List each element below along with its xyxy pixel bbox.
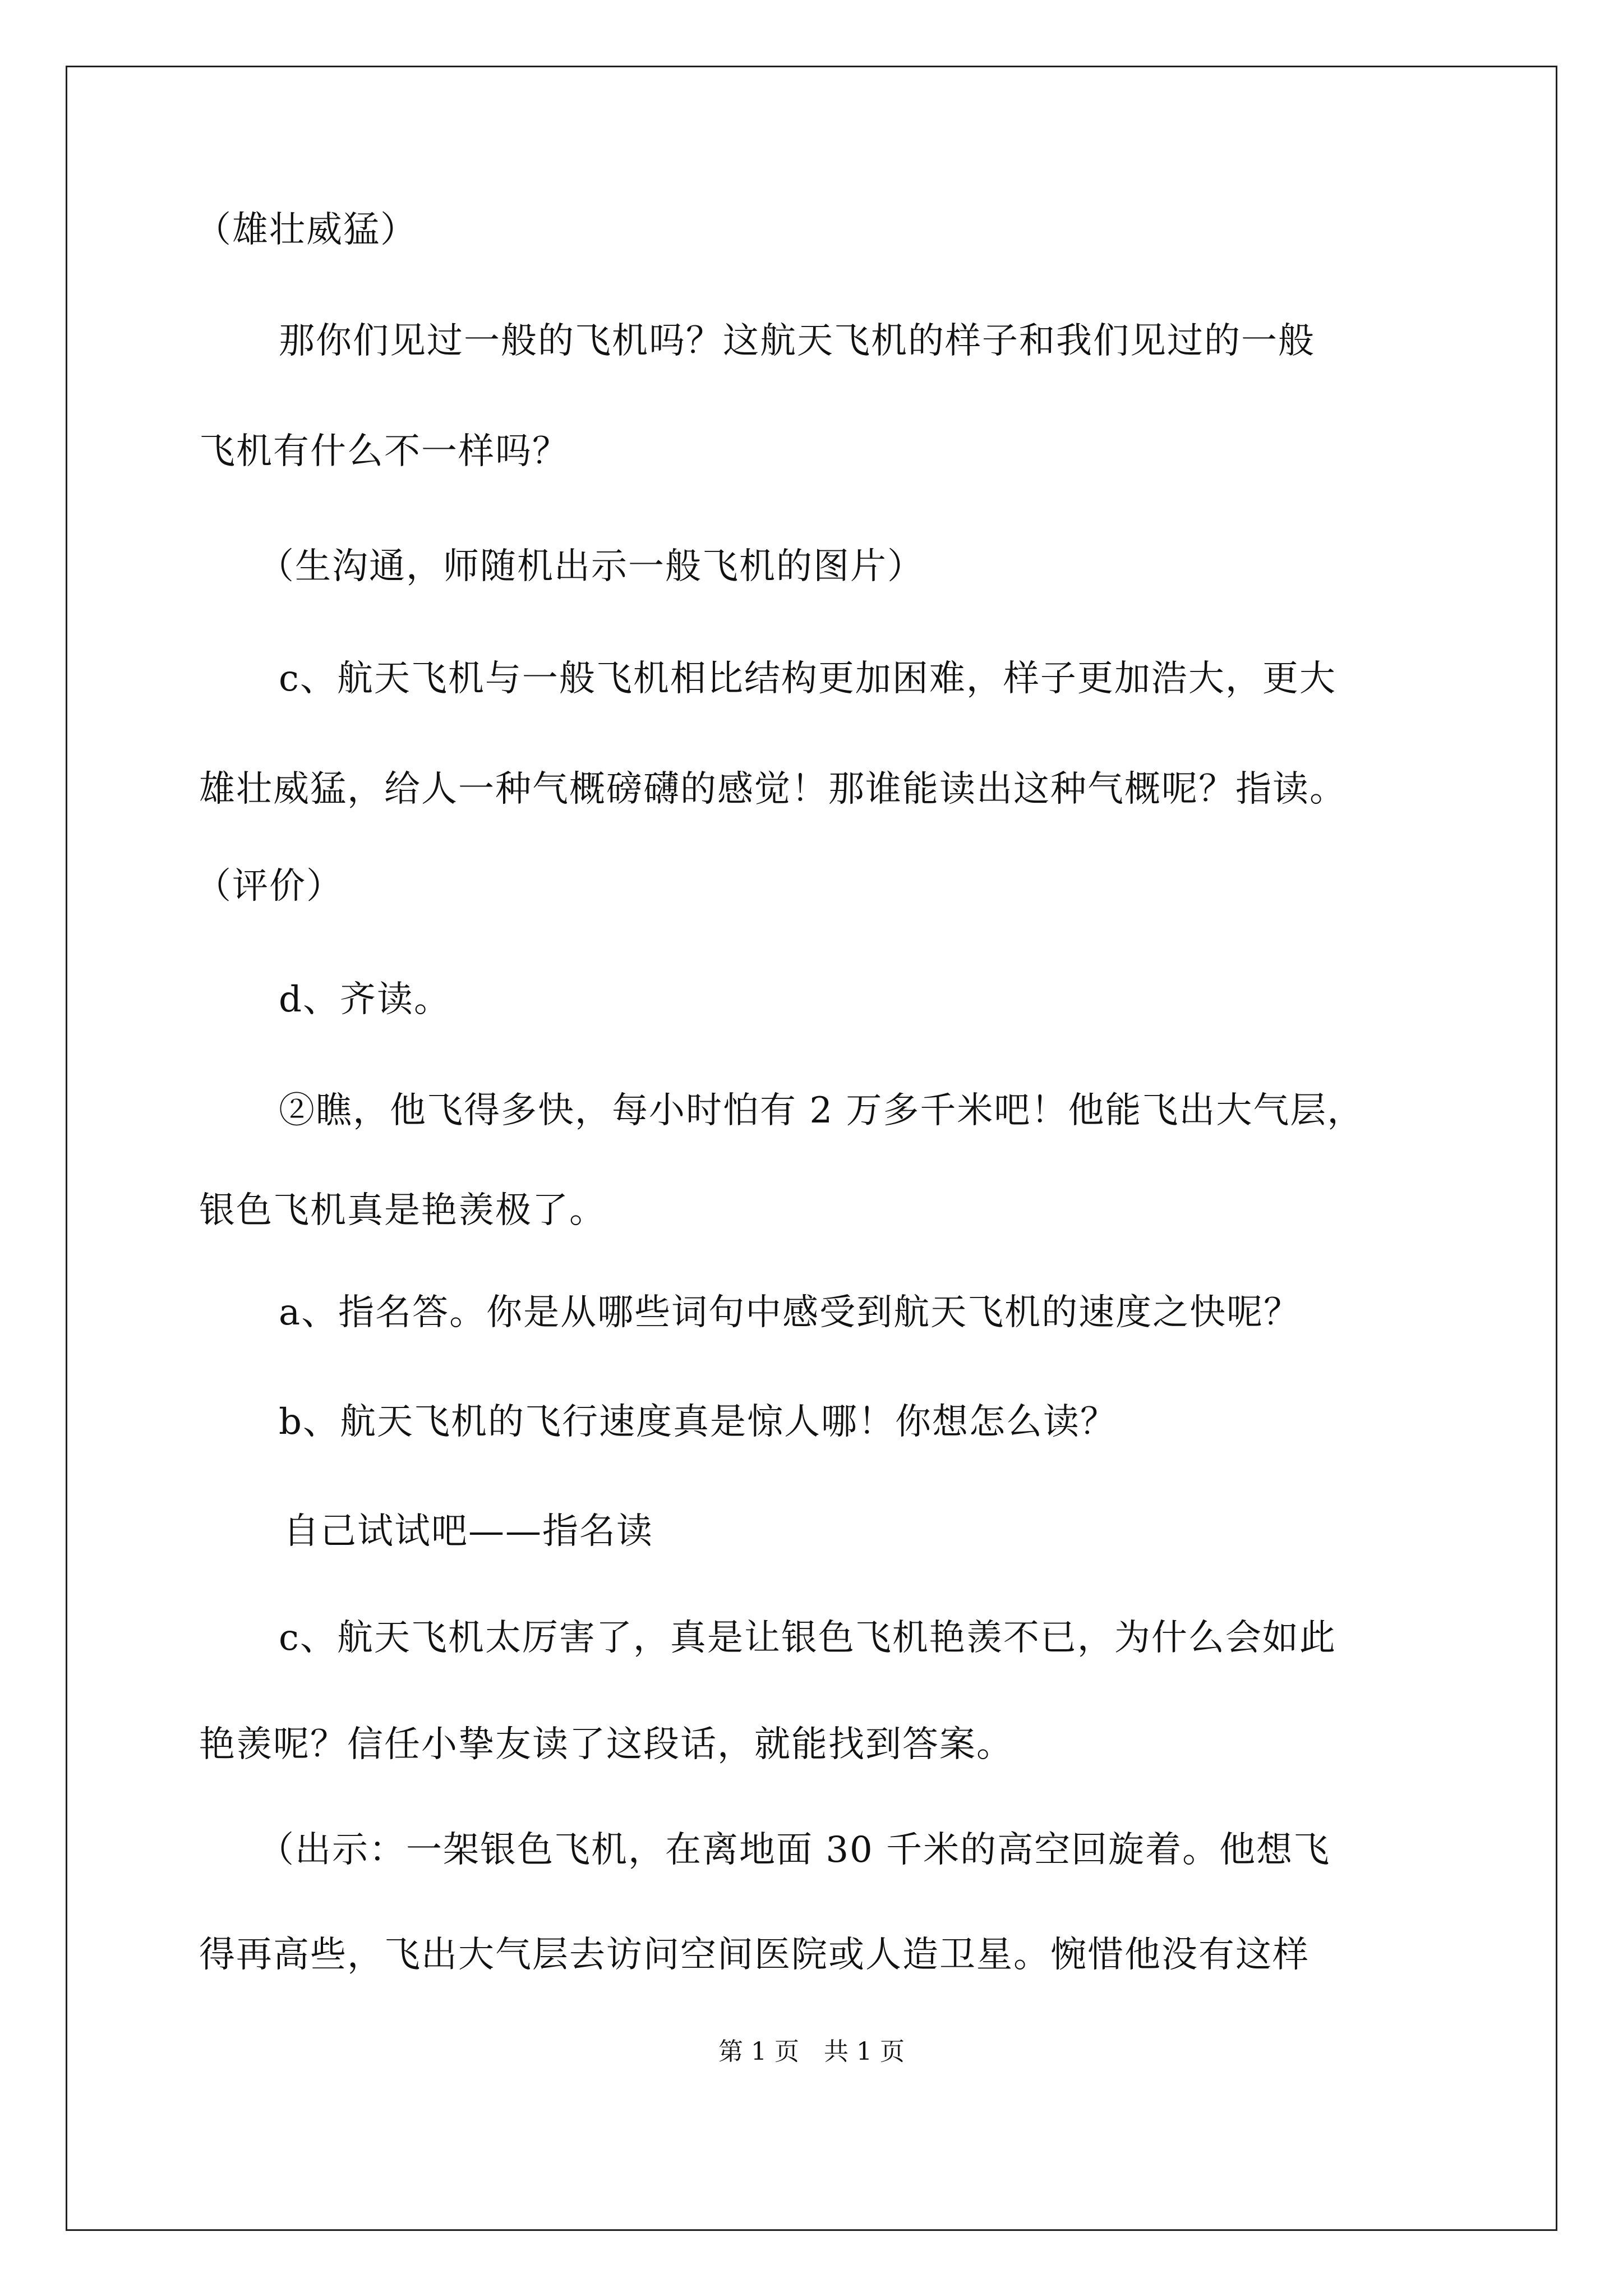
text-line: a、指名答。你是从哪些词句中感受到航天飞机的速度之快呢？ (279, 1292, 1301, 1333)
text-line: （出示：一架银色飞机，在离地面 30 千米的高空回旋着。他想飞 (258, 1829, 1331, 1871)
text-line: 艳羡呢？信任小挚友读了这段话，就能找到答案。 (199, 1724, 1013, 1765)
text-line: c、航天飞机与一般飞机相比结构更加困难，样子更加浩大，更大 (279, 658, 1336, 700)
text-line: （评价） (195, 866, 343, 907)
text-line: 得再高些，飞出大气层去访问空间医院或人造卫星。惋惜他没有这样 (199, 1934, 1310, 1976)
page-footer: 第 1 页 共 1 页 (718, 2037, 905, 2066)
text-line: 自己试试吧——指名读 (283, 1511, 653, 1552)
text-line: d、齐读。 (279, 979, 451, 1020)
text-line: （生沟通，师随机出示一般飞机的图片） (258, 546, 924, 587)
text-line: 雄壮威猛，给人一种气概磅礴的感觉！那谁能读出这种气概呢？指读。 (199, 769, 1347, 810)
text-line: （雄壮威猛） (195, 209, 417, 251)
text-line: b、航天飞机的飞行速度真是惊人哪！你想怎么读？ (279, 1401, 1117, 1443)
text-line: 那你们见过一般的飞机吗？这航天飞机的样子和我们见过的一般 (279, 320, 1315, 362)
text-line: ②瞧，他飞得多快，每小时怕有 2 万多千米吧！他能飞出大气层， (279, 1090, 1364, 1131)
text-line: 银色飞机真是艳羡极了。 (199, 1190, 606, 1231)
text-line: 飞机有什么不一样吗？ (199, 431, 569, 472)
text-line: c、航天飞机太厉害了，真是让银色飞机艳羡不已，为什么会如此 (279, 1617, 1336, 1659)
page-border (66, 66, 1557, 2231)
